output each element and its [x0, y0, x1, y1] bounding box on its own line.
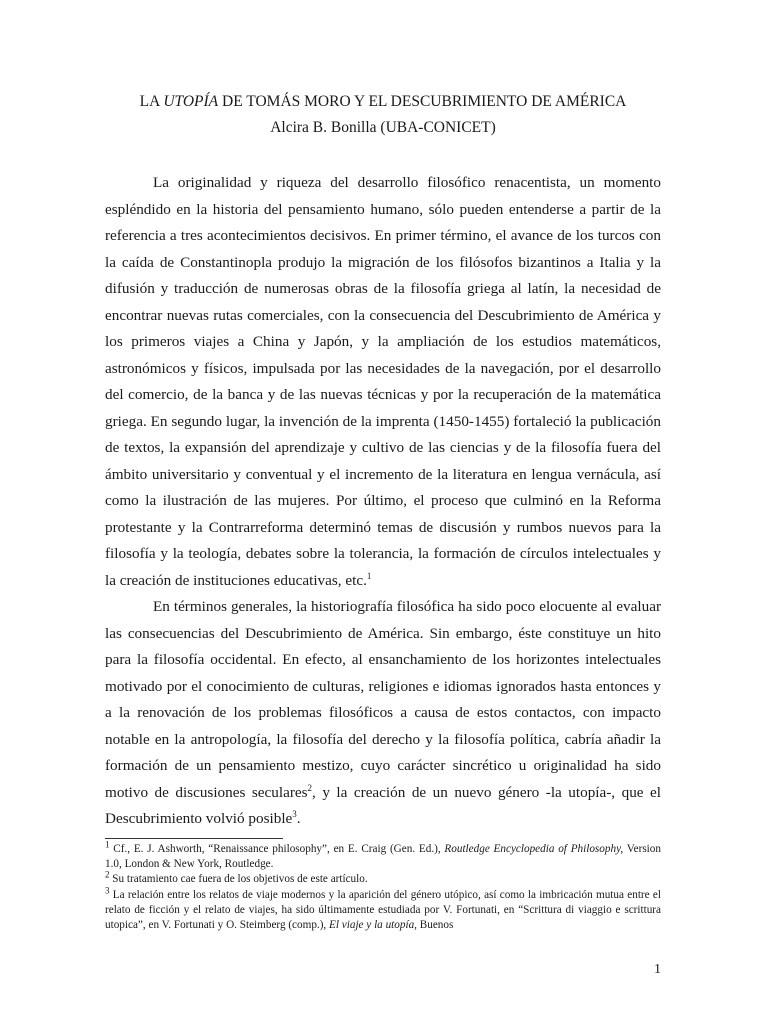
paragraph-2 — [105, 594, 661, 833]
footnote-1-italic: Routledge Encyclopedia of Philosophy, — [444, 843, 624, 855]
body-text — [105, 170, 661, 833]
footnote-1 — [105, 839, 661, 872]
paragraph-1-text: La originalidad y riqueza del desarrollo filosófico renacentista, un momento espléndido en la historia del pensamiento humano, sólo pueden entenderse a partir de la referencia a tres acontecimientos decisivos. En primer término, el avance de los turcos con la caída de Constantinopla produjo la migración de los filósofos bizantinos a Italia y la difusión y traducción de numerosas obras de la filosofía griega al latín, la necesidad de encontrar nuevas rutas comerciales, con la consecuencia del Descubrimiento de América y los primeros viajes a China y Japón, y la ampliación de los estudios matemáticos, astronómicos y físicos, impulsada por las necesidades de la navegación, por el desarrollo del comercio, de la banca y de las nuevas técnicas y por la recuperación de la matemática griega. En segundo lugar, la invención de la imprenta (1450-1455) fortaleció la publicación de textos, la expansión del aprendizaje y cultivo de las ciencias y de la filosofía fuera del ámbito universitario y conventual y el incremento de la literatura en lengua vernácula, así como la ilustración de las mujeres. Por último, el proceso que culminó en la Reforma protestante y la Contrarreforma determinó temas de discusión y rumbos nuevos para la filosofía y la teología, debates sobre la tolerancia, la formación de círculos intelectuales y la creación de instituciones educativas, etc. — [105, 174, 661, 589]
paragraph-2-text-after: , y la creación de un nuevo género -la utopía-, que el Descubrimiento volvió posible — [105, 783, 661, 827]
title-prefix: LA — [139, 93, 164, 110]
footnote-ref-2[interactable]: 2 — [307, 782, 313, 793]
footnote-3-text-b: Buenos — [416, 919, 454, 932]
footnote-2-text: Su tratamiento cae fuera de los objetivos de este artículo. — [109, 873, 368, 886]
footnote-3 — [105, 884, 661, 934]
page-number: 1 — [654, 962, 661, 977]
paragraph-2-text: En términos generales, la historiografía filosófica ha sido poco elocuente al evaluar las consecuencias del Descubrimiento de América. Sin embargo, éste constituye un hito para la filosofía occidental. En efecto, al ensanchamiento de los horizontes intelectuales motivado por el conocimiento de culturas, religiones e idiomas ignorados hasta entonces y a la renovación de los problemas filosóficos a causa de estos contactos, con impacto notable en la antropología, la filosofía del derecho y la filosofía política, cabría añadir la formación de un pensamiento mestizo, cuyo carácter sincrético u originalidad ha sido motivo de discusiones seculares — [105, 598, 661, 801]
footnote-1-text-a: Cf., E. J. Ashworth, “Renaissance philosophy”, en E. Craig (Gen. Ed.), — [109, 843, 445, 855]
paragraph-1 — [105, 170, 661, 594]
footnote-3-text-a: La relación entre los relatos de viaje modernos y la aparición del género utópico, así como la imbricación mutua entre el relato de ficción y el relato de viajes, ha sido últimamente estudiada por V. Fortunati, en “Scrittura di viaggio e scrittura utopica”, en V. Fortunati y O. Steimberg (comp.), — [105, 888, 661, 932]
footnote-2-number: 2 — [105, 869, 110, 880]
footnote-3-italic: El viaje y la utopía, — [329, 919, 417, 932]
footnote-3-number: 3 — [105, 884, 110, 895]
footnote-ref-1[interactable]: 1 — [366, 570, 372, 581]
footnote-ref-3[interactable]: 3 — [292, 808, 297, 819]
title-suffix: DE TOMÁS MORO Y EL DESCUBRIMIENTO DE AMÉRICA — [218, 93, 627, 110]
page-title — [105, 90, 661, 114]
title-italic: UTOPÍA — [163, 93, 219, 110]
footnote-1-number: 1 — [105, 839, 110, 850]
footnote-separator — [105, 838, 283, 839]
footnote-2 — [105, 869, 661, 887]
author-line: Alcira B. Bonilla (UBA-CONICET) — [270, 119, 496, 136]
footnotes — [105, 839, 661, 933]
footnote-1-text-b: Version 1.0, London & New York, Routledge. — [105, 843, 661, 871]
paragraph-2-end: . — [296, 810, 301, 827]
